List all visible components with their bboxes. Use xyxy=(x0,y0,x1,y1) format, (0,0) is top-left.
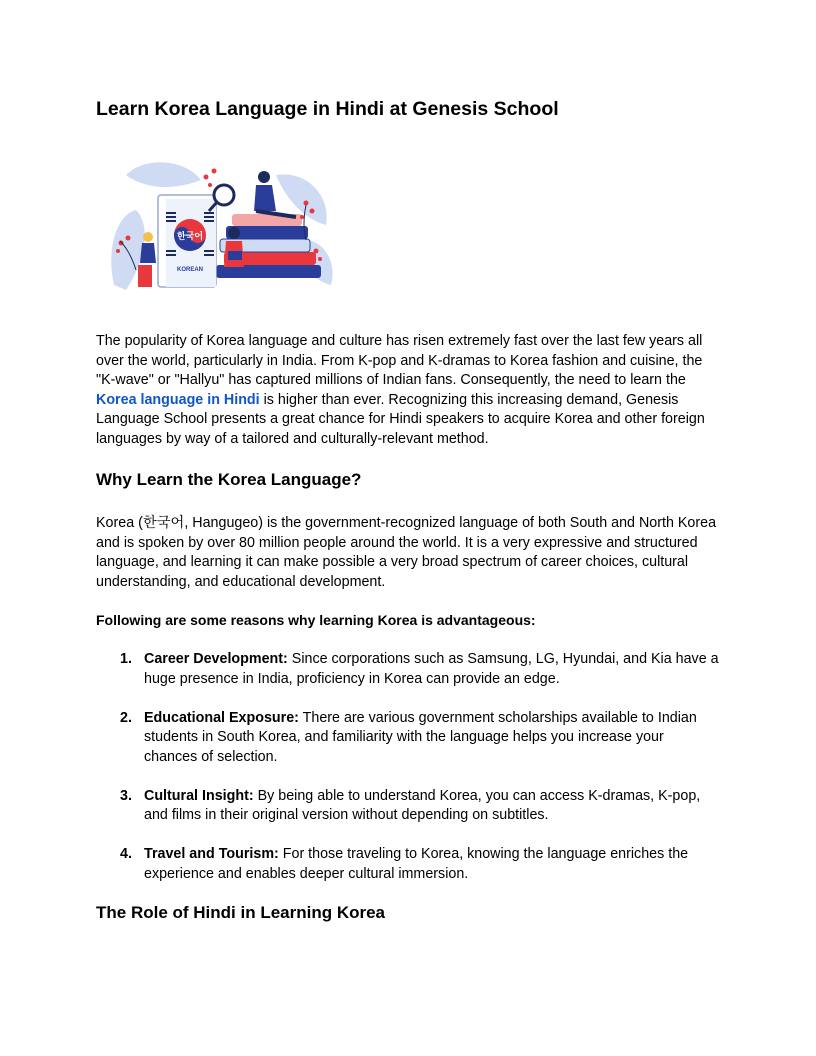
reasons-list xyxy=(96,650,720,904)
hero-illustration xyxy=(106,155,338,295)
intro-paragraph: The popularity of Korea language and culture has risen extremely fast over the last few years all over the world, particularly in India. From K-pop and K-dramas to Korea fashion and cuisine, the "K-wave" or "Hallyu" has captured millions of Indian fans. Consequently, the need to learn the Korea language in Hindi is higher than ever. Recognizing this increasing demand, Genesis Language School presents a great chance for Hindi speakers to acquire Korea and other foreign languages by way of a tailored and culturally-relevant method. xyxy=(96,333,705,447)
person-body xyxy=(254,185,276,211)
role-heading: The Role of Hindi in Learning Korea xyxy=(96,903,386,922)
list-item: 3. Cultural Insight: By being able to understand Korea, you can access K-dramas, K-pop, and films in their original version without depending on subtitles. xyxy=(120,787,701,823)
reasons-heading: Following are some reasons why learning Korea is advantageous: xyxy=(96,612,536,628)
laptop-shape xyxy=(228,251,242,260)
girl-head xyxy=(228,227,240,239)
list-item: 1. Career Development: Since corporations such as Samsung, LG, Hyundai, and Kia have a huge presence in India, proficiency in Korea can provide an edge. xyxy=(120,651,719,687)
korea-language-link[interactable]: Korea language in Hindi xyxy=(96,391,260,408)
badge-text: 한국어 xyxy=(176,232,204,242)
list-item: 4. Travel and Tourism: For those traveling to Korea, knowing the language enriches the experience and enables deeper cultural immersion. xyxy=(120,846,689,882)
page-title: Learn Korea Language in Hindi at Genesis School xyxy=(96,98,559,120)
why-heading: Why Learn the Korea Language? xyxy=(96,470,362,489)
why-paragraph: Korea (한국어, Hangugeo) is the government-recognized language of both South and North Korea and is spoken by over 80 million people around the world. It is a very expressive and structured language, and learning it can make possible a very broad spectrum of career choices, cultural understanding, and educational development. xyxy=(96,515,717,590)
list-item: 2. Educational Exposure: There are various government scholarships available to Indian students in South Korea, and familiarity with the language helps you increase your chances of selection. xyxy=(120,709,697,765)
korean-learning-illustration xyxy=(106,155,338,295)
book-label: KOREAN xyxy=(176,267,204,273)
leaf-shape xyxy=(126,162,201,187)
person-head xyxy=(258,171,270,183)
